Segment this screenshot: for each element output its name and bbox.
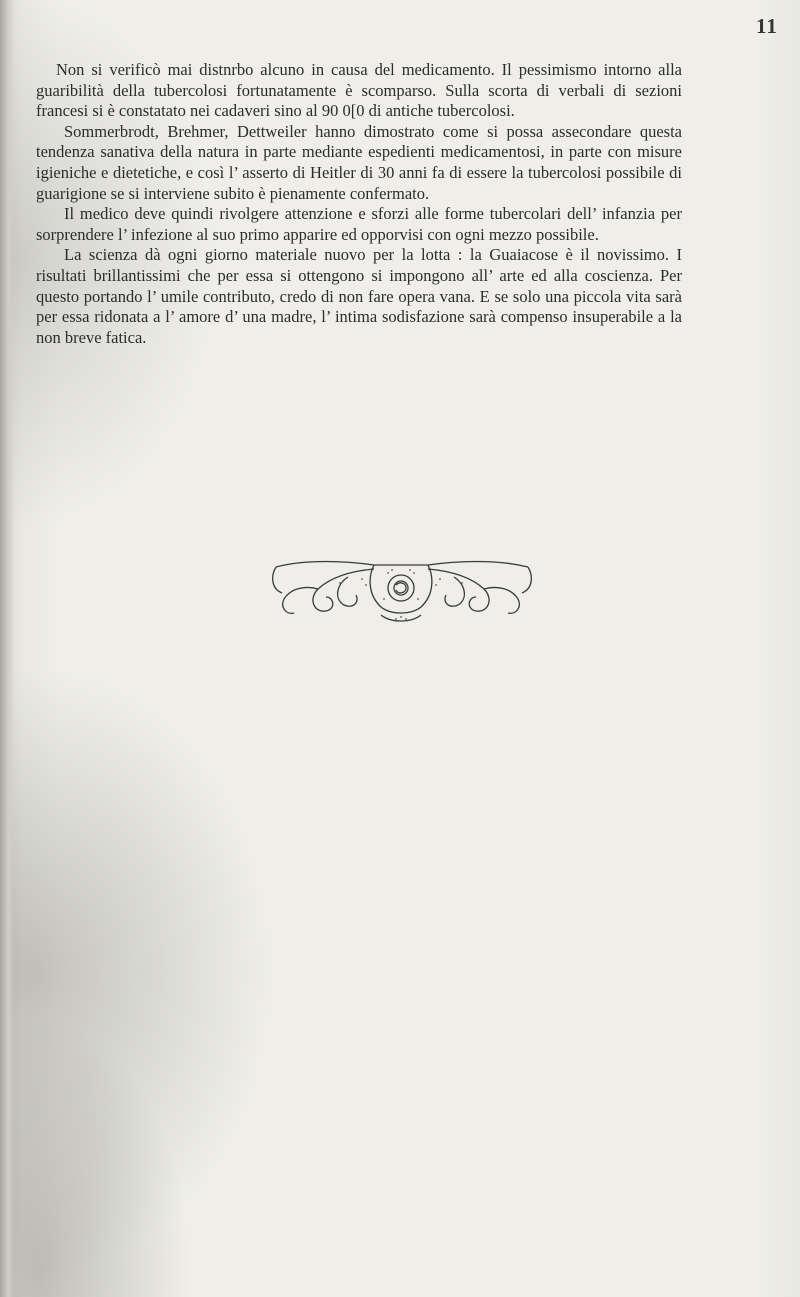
paragraph-4: La scienza dà ogni giorno materiale nuovo per la lotta : la Guaiacose è il novissimo. I risultati brillantissimi che per essa si ottengono si impongono all’ arte ed alla coscienza. Per questo portando l’ umile contributo, credo di non fare opera vana. E se solo una piccola vita sarà per essa ridonata a l’ amore d’ una madre, l’ intima sodisfazione sarà compenso insuperabile a la non breve fatica. — [36, 245, 682, 347]
page-number: 11 — [756, 14, 778, 38]
paragraph-2: Sommerbrodt, Brehmer, Dettweiler hanno dimostrato come si possa assecondare questa tendenza sanativa della natura in parte mediante espedienti medicamentosi, in parte con misure igieniche e dietetiche, e così l’ asserto di Heitler di 30 anni fa di essere la tubercolosi possibile di guarigione se si interviene subito è pienamente confermato. — [36, 121, 682, 203]
decorative-tailpiece-icon — [256, 555, 546, 625]
body-text — [36, 60, 682, 348]
page-binding-edge — [0, 0, 14, 1297]
paragraph-1: Non si verificò mai distnrbo alcuno in causa del medicamento. Il pessimismo intorno alla guaribilità della tubercolosi fortunatamente è scomparso. Sulla scorta di verbali di sezioni francesi si è constatato nei cadaveri sino al 90 0[0 di antiche tubercolosi. — [36, 60, 682, 121]
paragraph-3: Il medico deve quindi rivolgere attenzione e sforzi alle forme tubercolari dell’ infanzia per sorprendere l’ infezione al suo primo apparire ed opporvisi con ogni mezzo possibile. — [36, 204, 682, 244]
